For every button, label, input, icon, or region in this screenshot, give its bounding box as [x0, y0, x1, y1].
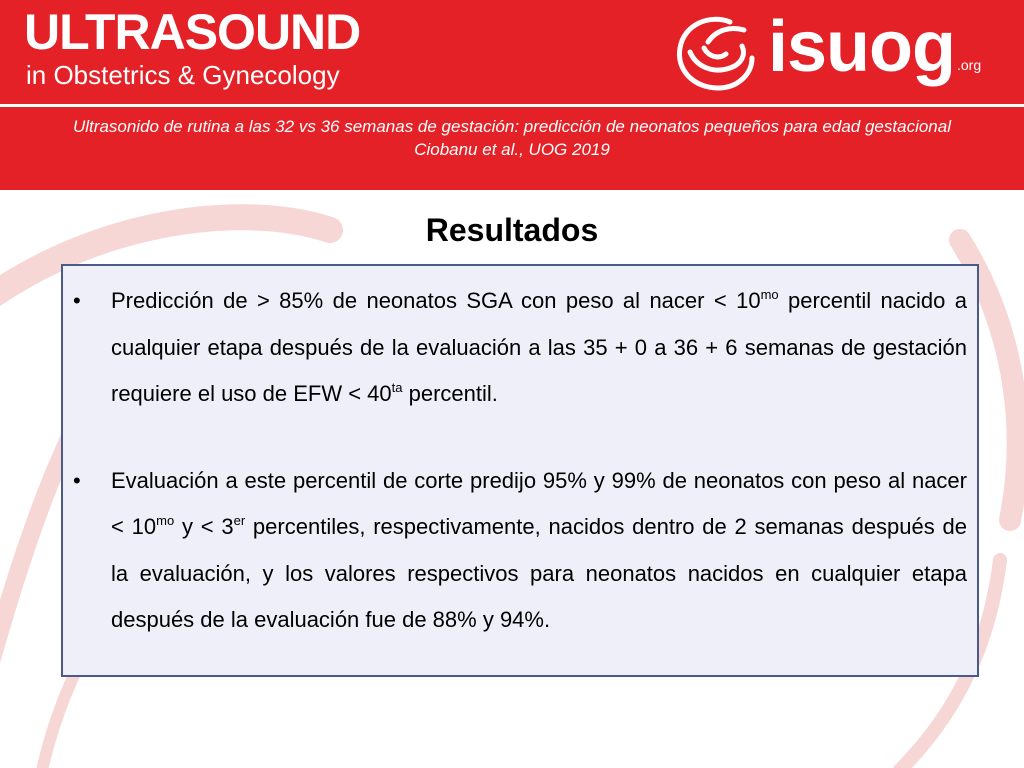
- bullet-1-text-part-2: percentil nacido a cualquier etapa después de la evaluación a las 35 + 0 a 36 + 6 semanas de gestación requiere el uso de EFW < 40: [111, 288, 967, 406]
- result-bullet-2: [63, 458, 977, 644]
- bullet-2-superscript-2: er: [233, 513, 246, 528]
- bullet-marker: •: [73, 467, 81, 493]
- results-list: [63, 278, 977, 644]
- article-title: Ultrasonido de rutina a las 32 vs 36 semanas de gestación: predicción de neonatos pequeños para edad gestacional: [73, 117, 951, 136]
- section-title: Resultados: [425, 212, 599, 248]
- bullet-1-superscript-1: mo: [760, 287, 779, 302]
- article-citation: Ciobanu et al., UOG 2019: [414, 140, 610, 159]
- bullet-1-superscript-2: ta: [391, 380, 403, 395]
- bullet-2-superscript-1: mo: [156, 513, 175, 528]
- bullet-1-text-part-1: Predicción de > 85% de neonatos SGA con peso al nacer < 10: [111, 288, 761, 313]
- bullet-2-text-part-2: y < 3: [174, 514, 234, 539]
- article-banner: [0, 107, 1024, 190]
- journal-title: ULTRASOUND: [24, 4, 361, 60]
- bullet-1-text-part-3: percentil.: [402, 381, 498, 406]
- bullet-2-text-part-3: percentiles, respectivamente, nacidos dentro de 2 semanas después de la evaluación, y los valores respectivos para neonatos nacidos en cualquier etapa después de la evaluación fue de 88% y 94%.: [111, 514, 968, 632]
- journal-subtitle: in Obstetrics & Gynecology: [26, 60, 340, 90]
- result-bullet-1: [63, 278, 977, 418]
- bullet-2-text-part-1: Evaluación a este percentil de corte predijo 95% y 99% de neonatos con peso al nacer < 10: [111, 467, 967, 539]
- logo-domain: .org: [957, 57, 982, 73]
- journal-header: [0, 0, 1024, 104]
- bullet-marker: •: [73, 288, 81, 313]
- logo-wordmark: isuog: [768, 7, 955, 87]
- results-box: [61, 264, 979, 677]
- isuog-logo: [670, 6, 1010, 100]
- isuog-emblem-icon: [670, 8, 762, 100]
